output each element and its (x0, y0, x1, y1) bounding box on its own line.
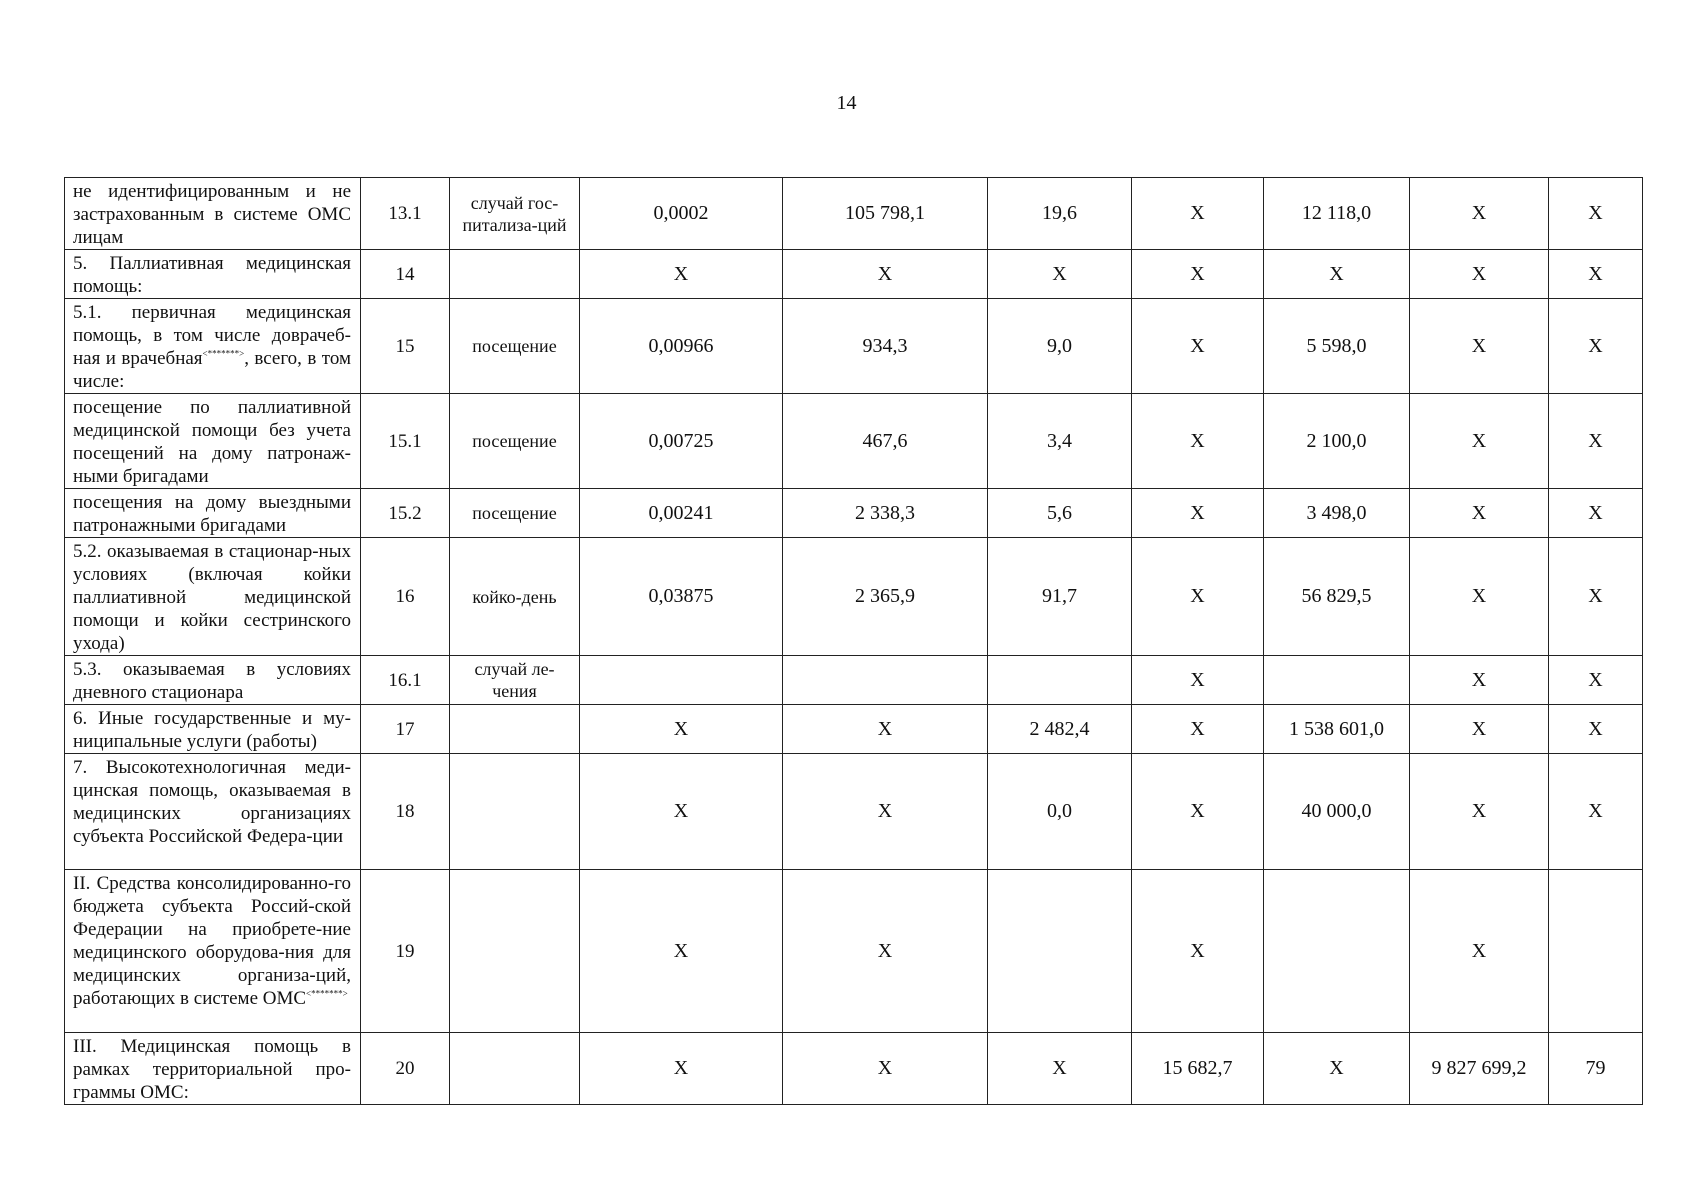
value-cell-4: 0,03875 (580, 538, 783, 656)
row-name-cell (65, 1033, 361, 1105)
value-cell-10: X (1549, 299, 1643, 394)
table-body (65, 178, 1643, 1105)
value-cell-6: X (988, 1033, 1132, 1105)
value-cell-4: X (580, 870, 783, 1033)
value-cell-10: 79 (1549, 1033, 1643, 1105)
value-cell-6 (988, 656, 1132, 705)
table-row (65, 870, 1643, 1033)
value-cell-4: 0,00725 (580, 394, 783, 489)
value-cell-7: 15 682,7 (1132, 1033, 1264, 1105)
value-cell-8: X (1264, 1033, 1410, 1105)
value-cell-4 (580, 656, 783, 705)
table-row (65, 250, 1643, 299)
value-cell-5: 2 338,3 (783, 489, 988, 538)
unit-cell (450, 870, 580, 1033)
value-cell-4: X (580, 250, 783, 299)
row-name-cell (65, 656, 361, 705)
row-number-cell: 14 (361, 250, 450, 299)
table-row (65, 178, 1643, 250)
table-row (65, 489, 1643, 538)
value-cell-6: 3,4 (988, 394, 1132, 489)
row-number-cell: 19 (361, 870, 450, 1033)
value-cell-8: X (1264, 250, 1410, 299)
row-number-cell: 16 (361, 538, 450, 656)
value-cell-6: 2 482,4 (988, 705, 1132, 754)
value-cell-7: X (1132, 178, 1264, 250)
value-cell-9: X (1410, 299, 1549, 394)
unit-cell: койко-день (450, 538, 580, 656)
unit-cell: посещение (450, 299, 580, 394)
value-cell-9: X (1410, 656, 1549, 705)
table-row (65, 1033, 1643, 1105)
value-cell-9: X (1410, 178, 1549, 250)
row-name-text: 5.3. оказываемая в условиях дневного стационара (73, 659, 351, 703)
value-cell-10 (1549, 870, 1643, 1033)
unit-cell: случай гос-питализа-ций (450, 178, 580, 250)
value-cell-4: 0,0002 (580, 178, 783, 250)
value-cell-9: X (1410, 250, 1549, 299)
table-row (65, 754, 1643, 870)
value-cell-10: X (1549, 754, 1643, 870)
value-cell-7: X (1132, 538, 1264, 656)
row-number-cell: 17 (361, 705, 450, 754)
value-cell-5: 934,3 (783, 299, 988, 394)
value-cell-7: X (1132, 250, 1264, 299)
data-table (64, 177, 1643, 1105)
value-cell-4: 0,00966 (580, 299, 783, 394)
value-cell-10: X (1549, 394, 1643, 489)
footnote-mark: <*******> (202, 348, 245, 359)
unit-cell: случай ле-чения (450, 656, 580, 705)
value-cell-5: X (783, 705, 988, 754)
unit-cell (450, 1033, 580, 1105)
value-cell-9: X (1410, 394, 1549, 489)
unit-cell (450, 250, 580, 299)
value-cell-5: 467,6 (783, 394, 988, 489)
table-row (65, 299, 1643, 394)
row-number-cell: 20 (361, 1033, 450, 1105)
value-cell-8: 56 829,5 (1264, 538, 1410, 656)
value-cell-7: X (1132, 754, 1264, 870)
value-cell-9: 9 827 699,2 (1410, 1033, 1549, 1105)
value-cell-4: 0,00241 (580, 489, 783, 538)
row-name-cell (65, 870, 361, 1033)
value-cell-6: 0,0 (988, 754, 1132, 870)
row-name-text: посещение по паллиативной медицинской помощи без учета посещений на дому патронаж-ными бригадами (73, 397, 351, 487)
value-cell-5: X (783, 250, 988, 299)
value-cell-8: 2 100,0 (1264, 394, 1410, 489)
row-name-text: III. Медицинская помощь в рамках территориальной про-граммы ОМС: (73, 1036, 351, 1103)
table-row (65, 656, 1643, 705)
row-name-cell (65, 299, 361, 394)
value-cell-8: 1 538 601,0 (1264, 705, 1410, 754)
value-cell-5: 2 365,9 (783, 538, 988, 656)
value-cell-5: X (783, 754, 988, 870)
row-name-text: не идентифицированным и не застрахованным в системе ОМС лицам (73, 181, 351, 248)
table-row (65, 538, 1643, 656)
row-name-cell (65, 538, 361, 656)
value-cell-7: X (1132, 705, 1264, 754)
row-number-cell: 15.1 (361, 394, 450, 489)
row-name-text: посещения на дому выездными патронажными бригадами (73, 492, 351, 536)
row-name-text: II. Средства консолидированно-го бюджета субъекта Россий-ской Федерации на приобрете-ние медицинского оборудова-ния для медицинских организа-ций, работающих в системе ОМС (73, 873, 351, 1009)
row-name-cell (65, 250, 361, 299)
row-name-cell (65, 178, 361, 250)
value-cell-7: X (1132, 870, 1264, 1033)
value-cell-7: X (1132, 394, 1264, 489)
unit-cell (450, 705, 580, 754)
row-name-cell (65, 489, 361, 538)
value-cell-9: X (1410, 705, 1549, 754)
value-cell-7: X (1132, 489, 1264, 538)
value-cell-6: 19,6 (988, 178, 1132, 250)
value-cell-8: 5 598,0 (1264, 299, 1410, 394)
value-cell-8: 3 498,0 (1264, 489, 1410, 538)
row-name-tail: , всего, в том числе: (73, 348, 351, 392)
value-cell-6: 91,7 (988, 538, 1132, 656)
row-name-text: 5. Паллиативная медицинская помощь: (73, 253, 351, 297)
row-name-text: 5.1. первичная медицинская помощь, в том числе доврачеб-ная и врачебная (73, 302, 351, 369)
value-cell-7: X (1132, 299, 1264, 394)
value-cell-10: X (1549, 178, 1643, 250)
value-cell-5: X (783, 1033, 988, 1105)
value-cell-8 (1264, 870, 1410, 1033)
value-cell-6 (988, 870, 1132, 1033)
value-cell-4: X (580, 705, 783, 754)
unit-cell: посещение (450, 394, 580, 489)
row-number-cell: 13.1 (361, 178, 450, 250)
value-cell-6: 9,0 (988, 299, 1132, 394)
value-cell-8: 12 118,0 (1264, 178, 1410, 250)
row-name-cell (65, 705, 361, 754)
row-name-text: 6. Иные государственные и му-ниципальные услуги (работы) (73, 708, 351, 752)
row-name-cell (65, 754, 361, 870)
value-cell-9: X (1410, 538, 1549, 656)
unit-cell: посещение (450, 489, 580, 538)
row-name-cell (65, 394, 361, 489)
value-cell-8 (1264, 656, 1410, 705)
page-number: 14 (836, 92, 857, 114)
value-cell-9: X (1410, 870, 1549, 1033)
value-cell-4: X (580, 754, 783, 870)
value-cell-9: X (1410, 489, 1549, 538)
value-cell-8: 40 000,0 (1264, 754, 1410, 870)
value-cell-6: 5,6 (988, 489, 1132, 538)
row-name-text: 5.2. оказываемая в стационар-ных условиях (включая койки паллиативной медицинской помощи и койки сестринского ухода) (73, 541, 351, 654)
value-cell-5: X (783, 870, 988, 1033)
value-cell-9: X (1410, 754, 1549, 870)
value-cell-5 (783, 656, 988, 705)
table-row (65, 394, 1643, 489)
value-cell-10: X (1549, 656, 1643, 705)
value-cell-4: X (580, 1033, 783, 1105)
row-name-text: 7. Высокотехнологичная меди-цинская помощь, оказываемая в медицинских организациях субъекта Российской Федера-ции (73, 757, 351, 847)
value-cell-5: 105 798,1 (783, 178, 988, 250)
value-cell-6: X (988, 250, 1132, 299)
table-row (65, 705, 1643, 754)
footnote-mark: <*******> (306, 988, 348, 999)
value-cell-10: X (1549, 489, 1643, 538)
value-cell-10: X (1549, 538, 1643, 656)
row-number-cell: 15 (361, 299, 450, 394)
row-number-cell: 15.2 (361, 489, 450, 538)
row-number-cell: 16.1 (361, 656, 450, 705)
value-cell-7: X (1132, 656, 1264, 705)
value-cell-10: X (1549, 250, 1643, 299)
unit-cell (450, 754, 580, 870)
row-number-cell: 18 (361, 754, 450, 870)
value-cell-10: X (1549, 705, 1643, 754)
